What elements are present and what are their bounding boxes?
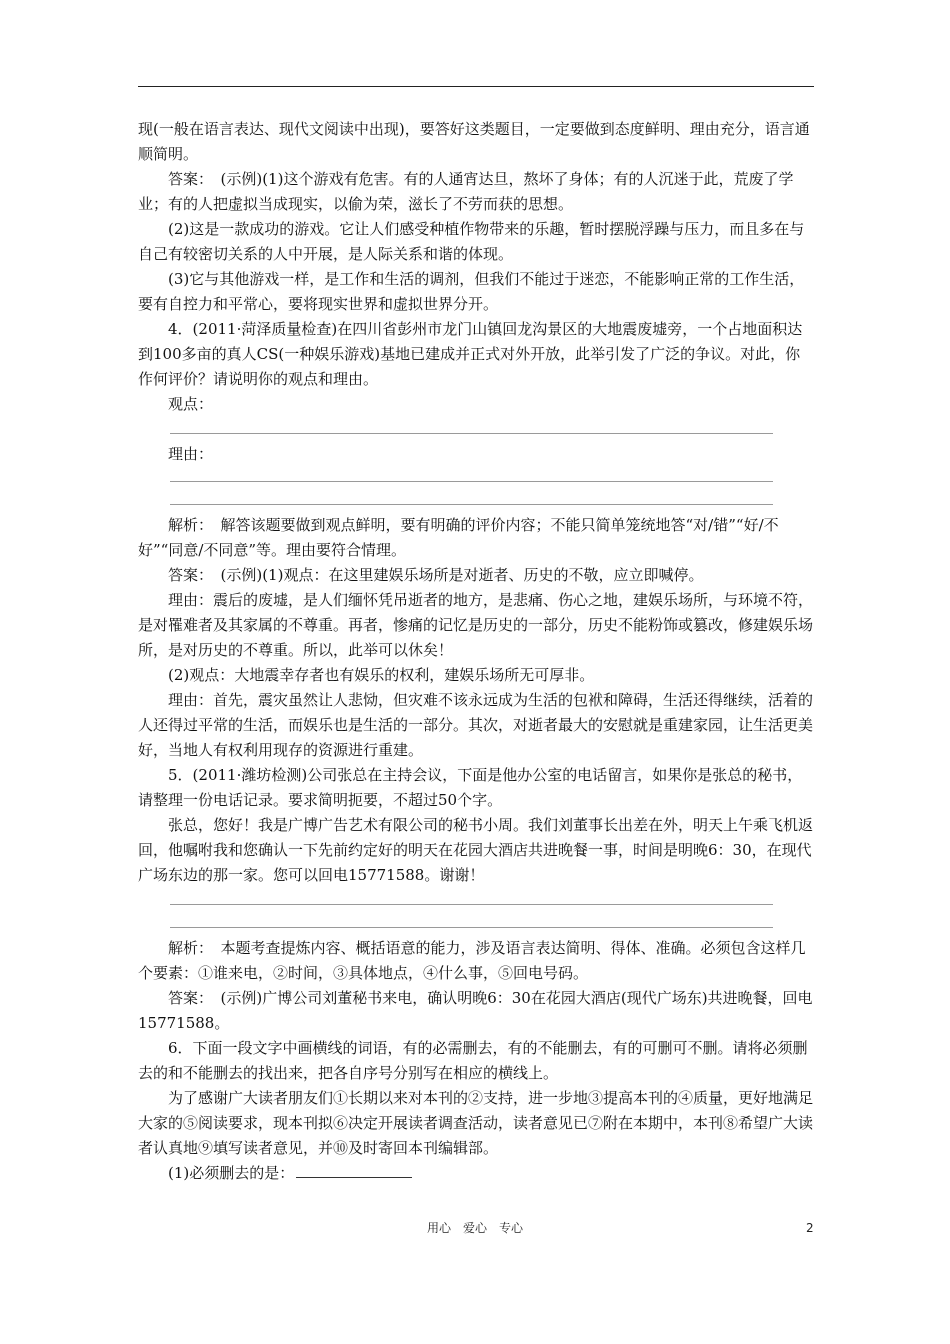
question-4: 4．(2011·菏泽质量检查)在四川省彭州市龙门山镇回龙沟景区的大地震废墟旁，一个占地面积达到100多亩的真人CS(一种娱乐游戏)基地已建成并正式对外开放，此举引发了广泛的争议。对此，你作何评价？请说明你的观点和理由。	[138, 320, 803, 388]
page-content	[138, 117, 814, 1186]
sub-question-label: (1)必须删去的是：	[168, 1164, 295, 1182]
viewpoint-label: 观点：	[168, 395, 214, 413]
footer-slogan: 用心 爱心 专心	[426, 1221, 523, 1235]
paragraph: 解析： 本题考查提炼内容、概括语意的能力，涉及语言表达简明、得体、准确。必须包含这样几个要素：①谁来电，②时间，③具体地点，④什么事，⑤回电号码。	[138, 939, 806, 982]
answer-line[interactable]	[170, 490, 814, 513]
sub-question-1	[138, 1161, 814, 1186]
page-number: 2	[806, 1221, 814, 1235]
paragraph: 现(一般在语言表达、现代文阅读中出现)，要答好这类题目，一定要做到态度鲜明、理由充分，语言通顺简明。	[138, 120, 810, 163]
paragraph: (3)它与其他游戏一样，是工作和生活的调剂，但我们不能过于迷恋，不能影响正常的工作生活，要有自控力和平常心，要将现实世界和虚拟世界分开。	[138, 270, 805, 313]
paragraph: 理由：首先，震灾虽然让人悲恸，但灾难不该永远成为生活的包袱和障碍，生活还得继续，活着的人还得过平常的生活，而娱乐也是生活的一部分。其次，对逝者最大的安慰就是重建家园，让生活更美好，当地人有权利用现存的资源进行重建。	[138, 691, 814, 759]
answer-line[interactable]	[170, 888, 814, 913]
phone-message: 张总，您好！我是广博广告艺术有限公司的秘书小周。我们刘董事长出差在外，明天上午乘飞机返回，他嘱咐我和您确认一下先前约定好的明天在花园大酒店共进晚餐一事，时间是明晚6：30，在现代广场东边的那一家。您可以回电15771588。谢谢！	[138, 816, 814, 884]
answer-line[interactable]	[170, 467, 814, 490]
answer-line[interactable]	[170, 913, 814, 936]
paragraph: 答案： (示例)(1)这个游戏有危害。有的人通宵达旦，熬坏了身体；有的人沉迷于此，荒废了学业；有的人把虚拟当成现实，以偷为荣，滋长了不劳而获的思想。	[138, 170, 794, 213]
paragraph: 答案： (示例)(1)观点：在这里建娱乐场所是对逝者、历史的不敬，应立即喊停。	[168, 566, 704, 584]
answer-line[interactable]	[170, 417, 814, 442]
paragraph: (2)这是一款成功的游戏。它让人们感受种植作物带来的乐趣，暂时摆脱浮躁与压力，而且多在与自己有较密切关系的人中开展，是人际关系和谐的体现。	[138, 220, 805, 263]
paragraph: (2)观点：大地震幸存者也有娱乐的权利，建娱乐场所无可厚非。	[168, 666, 595, 684]
header-rule	[138, 86, 814, 87]
paragraph: 为了感谢广大读者朋友们①长期以来对本刊的②支持，进一步地③提高本刊的④质量，更好地满足大家的⑤阅读要求，现本刊拟⑥决定开展读者调查活动，读者意见已⑦附在本期中，本刊⑧希望广大读者认真地⑨填写读者意见，并⑩及时寄回本刊编辑部。	[138, 1089, 814, 1157]
question-6: 6．下面一段文字中画横线的词语，有的必需删去，有的不能删去，有的可删可不删。请将必须删去的和不能删去的找出来，把各自序号分别写在相应的横线上。	[138, 1039, 808, 1082]
fill-blank[interactable]	[296, 1163, 412, 1178]
reason-label: 理由：	[168, 445, 214, 463]
paragraph: 理由：震后的废墟，是人们缅怀凭吊逝者的地方，是悲痛、伤心之地，建娱乐场所，与环境不符，是对罹难者及其家属的不尊重。再者，惨痛的记忆是历史的一部分，历史不能粉饰或篡改，修建娱乐场所，是对历史的不尊重。所以，此举可以休矣！	[138, 591, 814, 659]
paragraph: 答案： (示例)广博公司刘董秘书来电，确认明晚6：30在花园大酒店(现代广场东)共进晚餐，回电15771588。	[138, 989, 813, 1032]
paragraph: 解析： 解答该题要做到观点鲜明，要有明确的评价内容；不能只简单笼统地答“对/错”“好/不好”“同意/不同意”等。理由要符合情理。	[138, 516, 779, 559]
question-5: 5．(2011·潍坊检测)公司张总在主持会议，下面是他办公室的电话留言，如果你是张总的秘书，请整理一份电话记录。要求简明扼要，不超过50个字。	[138, 766, 803, 809]
